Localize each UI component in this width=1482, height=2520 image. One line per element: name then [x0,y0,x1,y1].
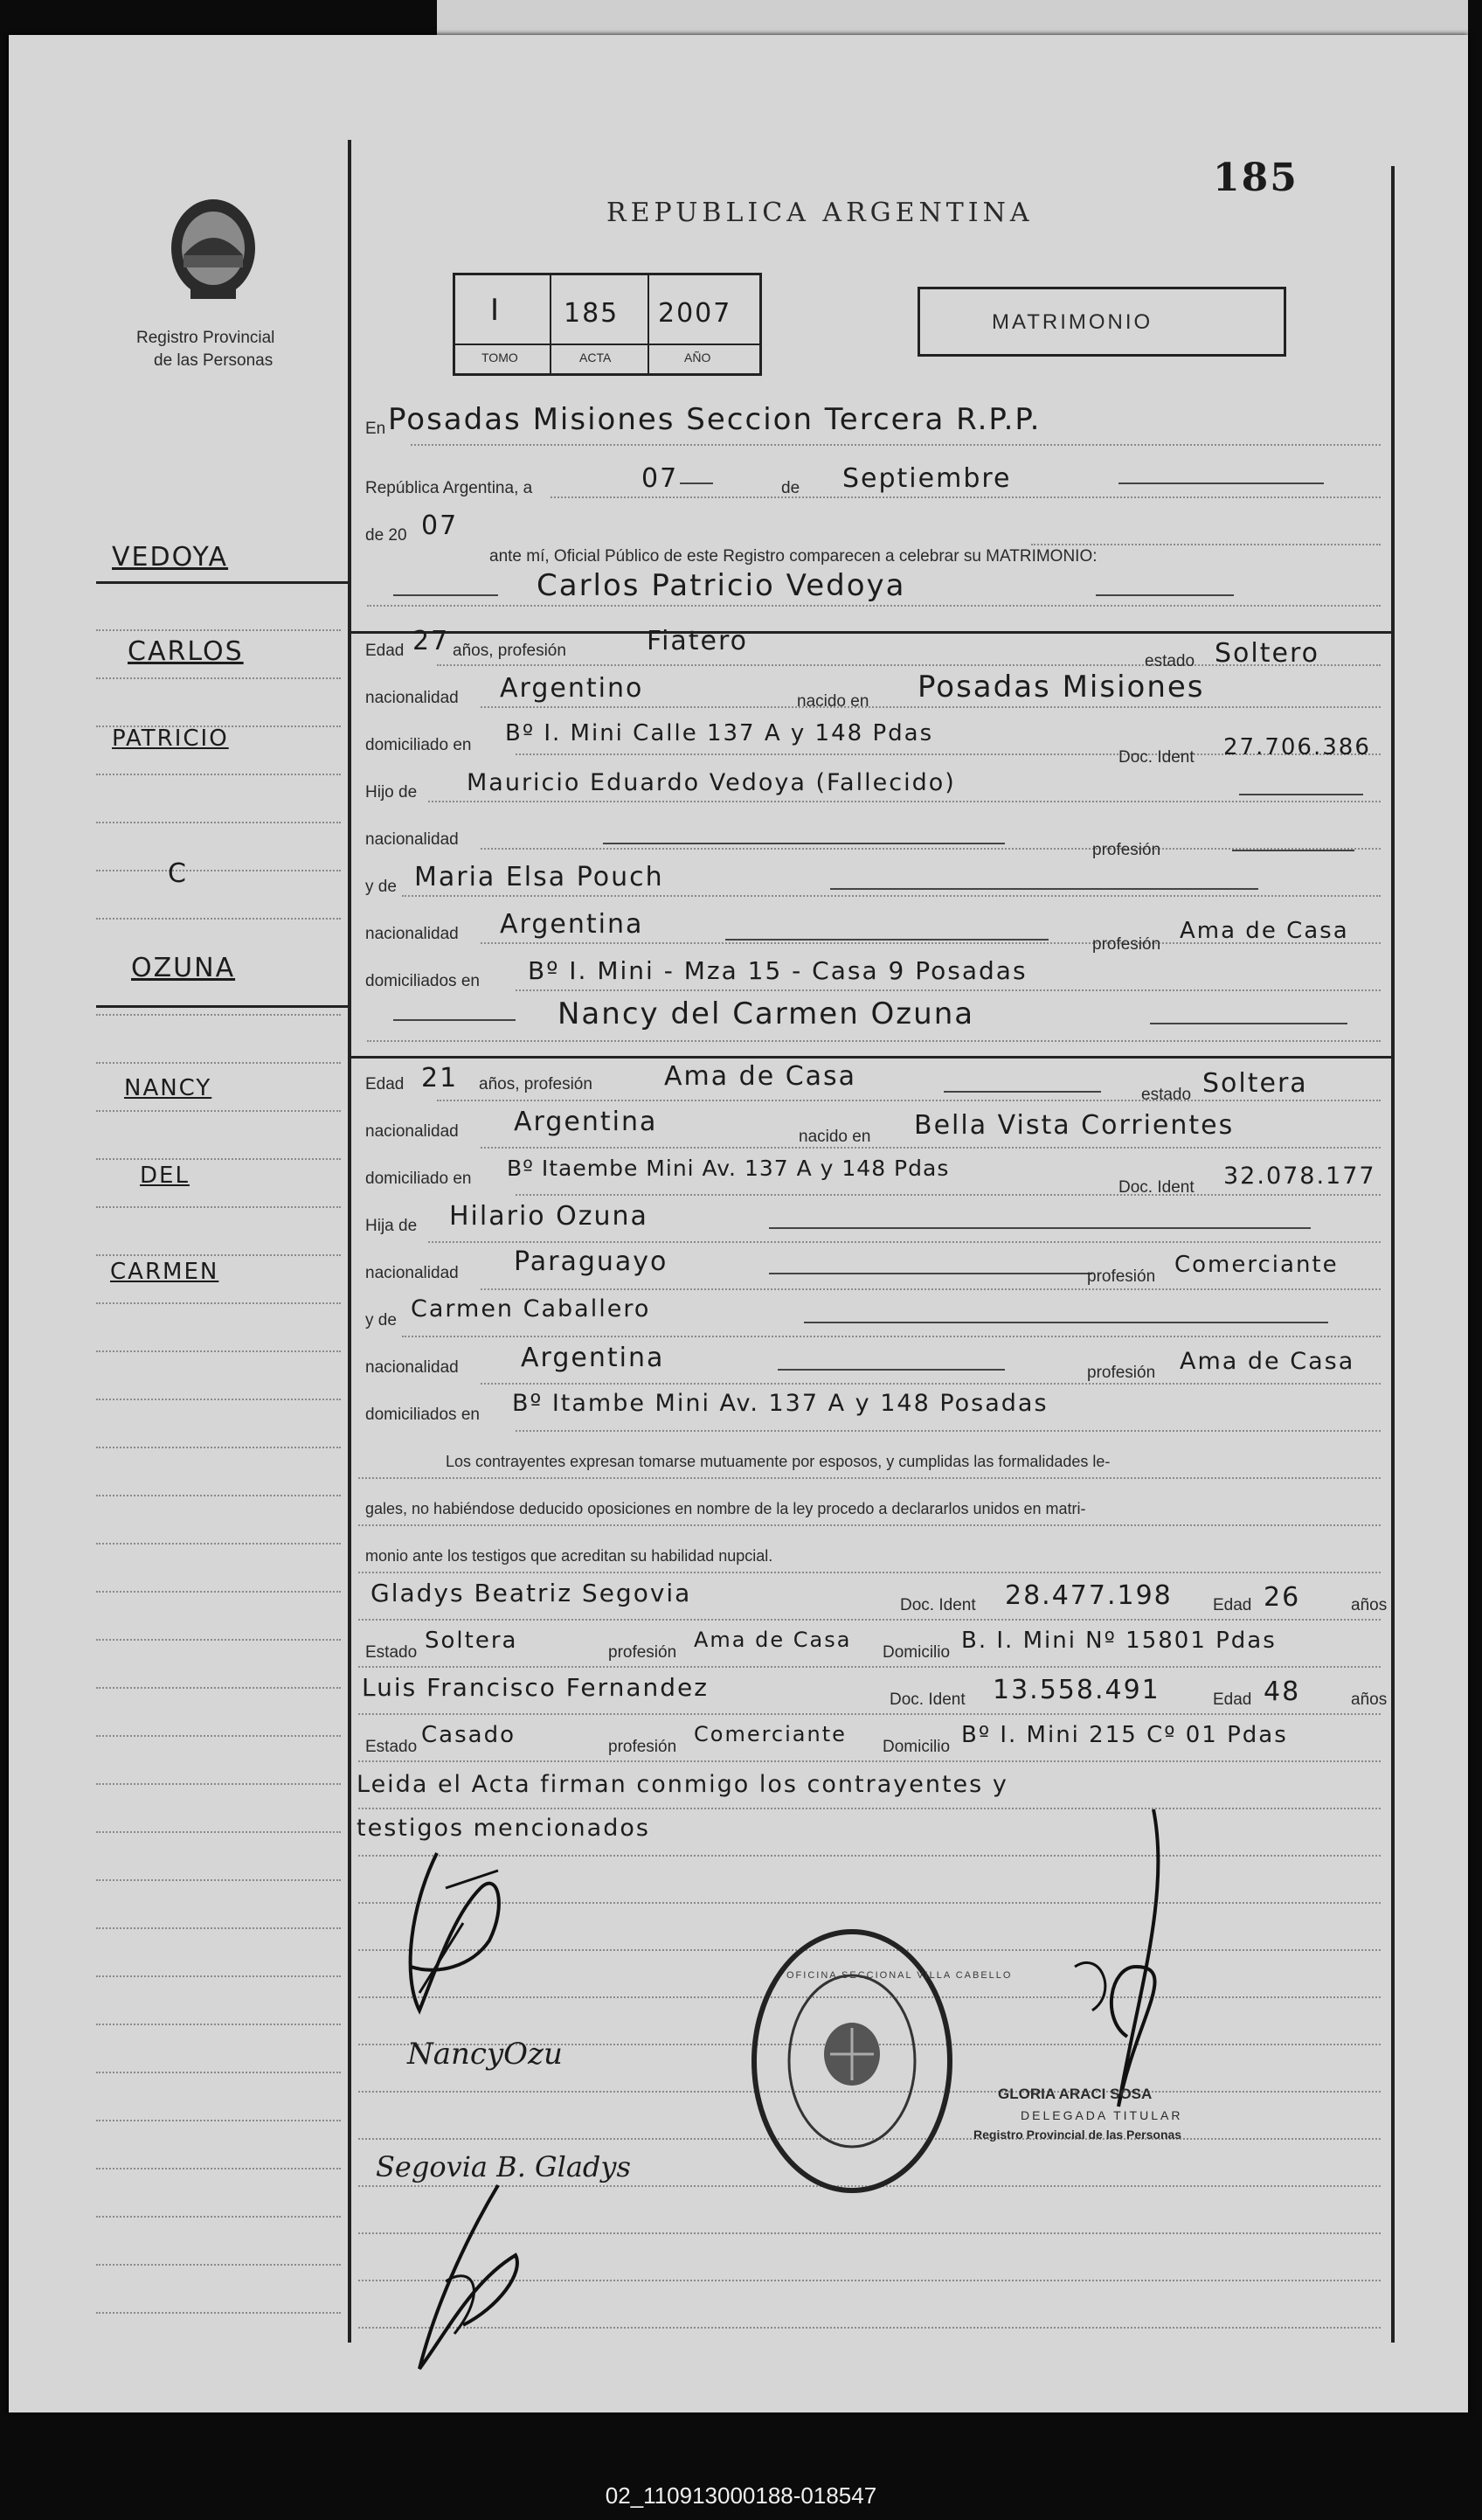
groom-domicilio-padres-label: domiciliados en [365,972,480,990]
witness2-signature [393,2176,542,2386]
header-country: REPUBLICA ARGENTINA [606,198,1034,228]
margin-bride-name3: CARMEN [110,1259,219,1285]
margin-bride-surname: OZUNA [131,953,236,983]
bride-padre-nac-label: nacionalidad [365,1264,459,1282]
margin-groom-surname: VEDOYA [112,542,229,573]
month-blank [1118,482,1324,484]
bride-madre-prof-label: profesión [1087,1364,1156,1382]
logo-caption-line2: de las Personas [154,351,274,370]
day-value: 07 [641,463,679,494]
groom-hijo-label: Hijo de [365,783,418,802]
witness2-name: Luis Francisco Fernandez [362,1673,709,1702]
groom-signature [384,1836,524,2028]
groom-nacionalidad: Argentino [500,673,644,704]
groom-domicilio-padres: Bº I. Mini - Mza 15 - Casa 9 Posadas [528,956,1028,985]
stamp-text: OFICINA SECCIONAL VILLA CABELLO [786,1970,1013,1981]
groom-nacido-en: Posadas Misiones [918,670,1205,705]
groom-name: Carlos Patricio Vedoya [537,568,906,603]
witness2-domicilio-label: Domicilio [883,1738,951,1756]
bride-section-rule [351,1056,1391,1059]
groom-padre-nac-label: nacionalidad [365,830,459,849]
witness2-doc: 13.558.491 [993,1675,1160,1705]
bride-name-lead [393,1019,516,1021]
witness1-domicilio: B. I. Mini Nº 15801 Pdas [961,1628,1277,1654]
bride-madre-profesion: Ama de Casa [1180,1348,1355,1375]
official-title: DELEGADA TITULAR [1021,2108,1183,2122]
groom-doc-label: Doc. Ident [1118,748,1195,767]
label-ante: ante mí, Oficial Público de este Registro comparecen a celebrar su MATRIMONIO: [489,547,1098,566]
label-de20: de 20 [365,526,407,545]
witness2-estado: Casado [421,1722,516,1748]
bride-padre-prof-label: profesión [1087,1267,1156,1286]
bride-domicilio-padres: Bº Itambe Mini Av. 137 A y 148 Posadas [512,1390,1049,1417]
official-name: GLORIA ARACI SOSA [998,2086,1153,2102]
bride-madre-nac-label: nacionalidad [365,1358,459,1377]
record-anio-value: 2007 [658,298,732,329]
margin-bride-name1: NANCY [124,1075,212,1101]
witness2-estado-label: Estado [365,1738,418,1756]
bride-name: Nancy del Carmen Ozuna [557,996,975,1031]
witness2-domicilio: Bº I. Mini 215 Cº 01 Pdas [961,1722,1288,1748]
margin-bride-rule [96,1005,350,1008]
groom-profesion-label: años, profesión [453,642,566,660]
witness2-edad-label: Edad [1213,1690,1252,1709]
witness2-edad: 48 [1264,1677,1301,1707]
witness1-profesion-label: profesión [608,1643,677,1662]
witness1-estado-label: Estado [365,1643,418,1662]
closing-line-1: Leida el Acta firman conmigo los contrayentes y [357,1771,1008,1798]
groom-madre-prof-label: profesión [1092,935,1161,954]
place-value: Posadas Misiones Seccion Tercera R.P.P. [388,402,1042,437]
groom-padre-prof-label: profesión [1092,841,1161,859]
groom-profesion: Fiatero [647,626,749,656]
record-type-box [918,287,1286,357]
groom-nacionalidad-label: nacionalidad [365,689,459,707]
bride-nacionalidad-label: nacionalidad [365,1122,459,1141]
year-value: 07 [421,510,459,541]
groom-madre-nac-label: nacionalidad [365,925,459,943]
bride-domicilio-label: domiciliado en [365,1170,472,1188]
groom-padre-prof-blank [1232,850,1354,851]
bride-estado-label: estado [1141,1086,1192,1104]
label-de: de [781,479,800,497]
official-office: Registro Provincial de las Personas [973,2128,1182,2142]
groom-edad: 27 [412,626,450,656]
bride-nacido-en: Bella Vista Corrientes [914,1110,1235,1141]
record-box [453,273,762,376]
witness1-profesion: Ama de Casa [694,1628,852,1652]
bride-signature: NancyOzu [407,2037,563,2072]
bride-domicilio-padres-label: domiciliados en [365,1406,480,1424]
official-signature [1040,1792,1197,2124]
groom-name-lead [393,594,498,596]
groom-estado: Soltero [1215,638,1319,669]
witness1-edad-label: Edad [1213,1596,1252,1614]
groom-madre: Maria Elsa Pouch [414,862,664,892]
bride-madre-nac-blank [778,1369,1005,1371]
bride-profesion-blank [944,1091,1101,1093]
record-anio-label: AÑO [684,351,711,364]
margin-groom-name2: PATRICIO [112,725,229,752]
bride-padre-nac-blank [769,1273,1092,1274]
witness1-doc: 28.477.198 [1005,1580,1173,1611]
bride-hija-label: Hija de [365,1217,418,1235]
logo-caption-line1: Registro Provincial [136,329,275,347]
bride-madre: Carmen Caballero [411,1295,651,1322]
groom-ymadre-label: y de [365,878,397,896]
groom-madre-nac-blank [725,939,1049,941]
bride-nacionalidad: Argentina [514,1107,658,1137]
witness1-edad: 26 [1264,1582,1301,1613]
formula-line-2: gales, no habiéndose deducido oposiciones en nombre de la ley procedo a declararlos unidos en matri- [365,1500,1086,1517]
bride-name-trail [1150,1023,1347,1024]
groom-section-rule [351,631,1391,634]
groom-domicilio-label: domiciliado en [365,736,472,754]
bride-madre-nacionalidad: Argentina [521,1343,665,1373]
groom-madre-nacionalidad: Argentina [500,909,644,940]
groom-estado-label: estado [1145,652,1195,670]
witness1-signature: Segovia B. Gladys [376,2150,631,2183]
bride-doc: 32.078.177 [1223,1163,1376,1190]
groom-doc: 27.706.386 [1223,734,1371,760]
formula-line-1: Los contrayentes expresan tomarse mutuamente por esposos, y cumplidas las formalidades le- [446,1453,1111,1470]
witness2-anios-label: años [1351,1690,1388,1709]
bride-doc-label: Doc. Ident [1118,1178,1195,1197]
bride-profesion: Ama de Casa [664,1061,857,1092]
page-number: 185 [1213,156,1298,200]
record-acta-label: ACTA [579,351,612,364]
groom-madre-profesion: Ama de Casa [1180,918,1349,944]
groom-nacido-label: nacido en [797,692,869,711]
day-dash [680,482,713,484]
margin-bride-name2: DEL [140,1163,190,1189]
closing-line-2: testigos mencionados [357,1815,650,1842]
official-stamp [743,1923,961,2203]
record-type: MATRIMONIO [992,310,1153,334]
bride-profesion-label: años, profesión [479,1075,592,1093]
witness1-doc-label: Doc. Ident [900,1596,976,1614]
seal-icon [166,194,260,303]
bride-padre-trail [769,1227,1311,1229]
groom-padre-trail [1239,794,1363,795]
witness1-domicilio-label: Domicilio [883,1643,951,1662]
bride-ymadre-label: y de [365,1311,397,1329]
formula-line-3: monio ante los testigos que acreditan su habilidad nupcial. [365,1547,773,1565]
witness2-profesion-label: profesión [608,1738,677,1756]
bride-madre-trail [804,1322,1328,1323]
label-republica: República Argentina, a [365,479,533,497]
record-tomo-value: I [490,293,502,328]
witness1-estado: Soltera [425,1628,518,1654]
bride-edad-label: Edad [365,1075,405,1093]
groom-padre-nac-blank [603,843,1005,844]
groom-madre-trail [830,888,1258,890]
groom-name-trail [1096,594,1234,596]
groom-edad-label: Edad [365,642,405,660]
groom-domicilio: Bº I. Mini Calle 137 A y 148 Pdas [505,720,934,746]
province-seal-logo [166,194,260,303]
bride-domicilio: Bº Itaembe Mini Av. 137 A y 148 Pdas [507,1156,950,1181]
record-tomo-label: TOMO [481,351,518,364]
record-acta-value: 185 [564,298,620,329]
footer-id: 02_110913000188-018547 [605,2482,877,2509]
bride-padre-profesion: Comerciante [1174,1252,1339,1278]
underlying-page-edge [437,0,1468,35]
label-en: En [365,420,386,438]
bride-padre-nacionalidad: Paraguayo [514,1246,668,1277]
margin-c: C [168,858,188,889]
bride-estado: Soltera [1202,1068,1308,1099]
bride-padre: Hilario Ozuna [449,1201,648,1232]
bride-edad: 21 [421,1063,459,1093]
right-border [1391,166,1395,2343]
witness2-doc-label: Doc. Ident [890,1690,966,1709]
register-page [9,35,1468,2412]
margin-groom-rule [96,581,350,584]
margin-divider [348,140,351,2343]
bride-nacido-label: nacido en [799,1128,871,1146]
month-value: Septiembre [842,463,1012,494]
witness2-profesion: Comerciante [694,1722,847,1746]
witness1-name: Gladys Beatriz Segovia [370,1579,692,1607]
groom-padre: Mauricio Eduardo Vedoya (Fallecido) [467,769,956,796]
witness1-anios-label: años [1351,1596,1388,1614]
margin-groom-name1: CARLOS [128,636,244,667]
